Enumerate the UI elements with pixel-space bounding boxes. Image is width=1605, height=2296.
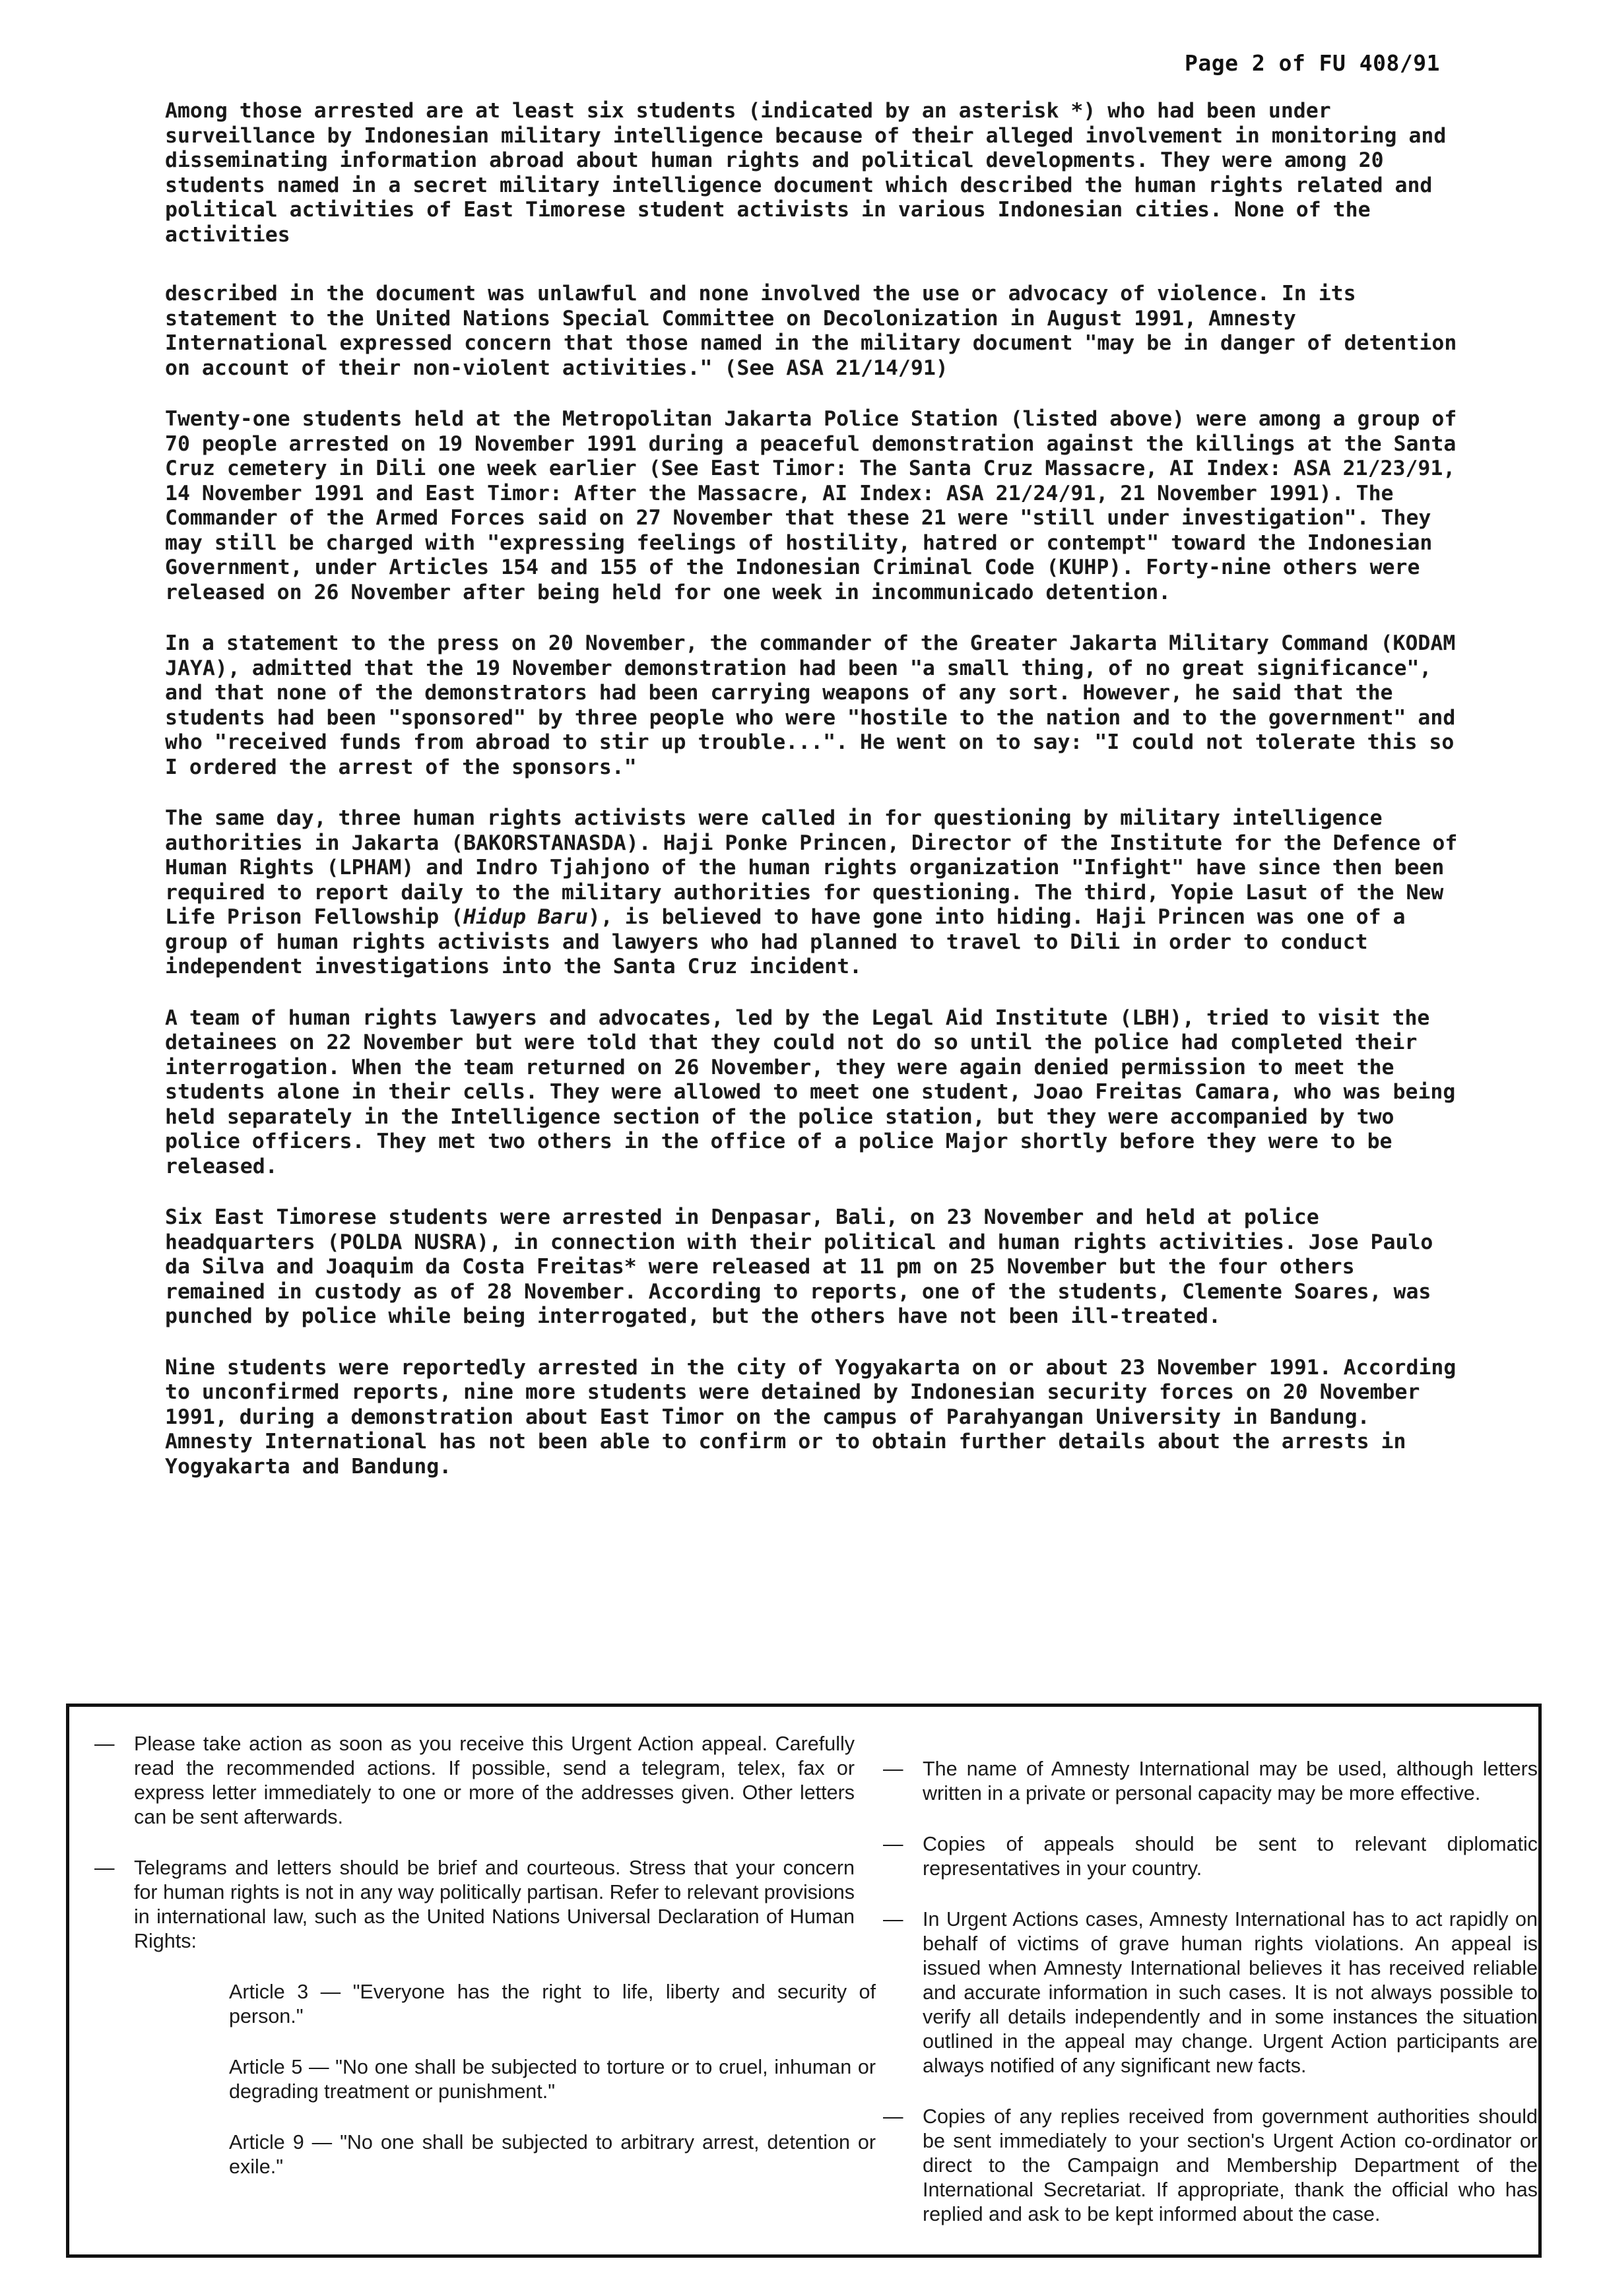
paragraph-surveillance: Among those arrested are at least six students (indicated by an asterisk *) who had been under surveillance by Indonesian military intelligence because of their alleged involvement in monitoring and disseminating information abroad about human rights and political developments. They were among 20 students named in a secret military intelligence document which described the human rights related and political activities of East Timorese student activists in various Indonesian cities. None of the activities	[165, 99, 1447, 247]
dash-bullet: —	[883, 1758, 903, 1780]
fellowship-name-italic: Hidup Baru	[463, 905, 588, 929]
paragraph-yogyakarta-bandung: Nine students were reportedly arrested in the city of Yogyakarta on or about 23 November 1991. According to unconfirmed reports, nine more students were detained by Indonesian security forces on 20 November 1991, during a demonstration about East Timor on the campus of Parahyangan University in Bandung. Amnesty International has not been able to confirm or to obtain further details about the arrests in Yogyakarta and Bandung.	[165, 1355, 1457, 1479]
udhr-article-9: Article 9 — "No one shall be subjected to arbitrary arrest, detention or exile."	[229, 2131, 876, 2178]
guidelines-right-column	[878, 1757, 1538, 2253]
guideline-text: Copies of any replies received from government authorities should be sent immediately to your section's Urgent Action co-ordinator or direct to the Campaign and Membership Department of the International Secretariat. If appropriate, thank the official who has replied and ask to be kept informed about the case.	[923, 2105, 1538, 2225]
dash-bullet: —	[883, 2105, 903, 2128]
page-reference: Page 2 of FU 408/91	[1185, 50, 1440, 76]
udhr-article-5: Article 5 — "No one shall be subjected to torture or to cruel, inhuman or degrading treatment or punishment."	[229, 2056, 876, 2103]
guideline-text: Please take action as soon as you receive this Urgent Action appeal. Carefully read the recommended actions. If possible, send a telegram, telex, fax or express letter immediately to one or more of the addresses given. Other letters can be sent afterwards.	[134, 1733, 855, 1828]
guideline-text: In Urgent Actions cases, Amnesty International has to act rapidly on behalf of victims of grave human rights violations. An appeal is issued when Amnesty International believes it has received reliable and accurate information in such cases. It is not always possible to verify all details independently and in some instances the situation outlined in the appeal may change. Urgent Action participants are always notified of any significant new facts.	[923, 1908, 1538, 2077]
paragraph-document-description: described in the document was unlawful and none involved the use or advocacy of violence. In its statement to the United Nations Special Committee on Decolonization in August 1991, Amnesty International expressed concern that those named in the military document "may be in danger of detention on account of their non-violent activities." (See ASA 21/14/91)	[165, 282, 1457, 380]
paragraph-kodam-statement: In a statement to the press on 20 November, the commander of the Greater Jakarta Military Command (KODAM JAYA), admitted that the 19 November demonstration had been "a small thing, of no great significance", and that none of the demonstrators had been carrying weapons of any sort. However, he said that the students had been "sponsored" by three people who were "hostile to the nation and to the government" and who "received funds from abroad to stir up trouble...". He went on to say: "I could not tolerate this so I ordered the arrest of the sponsors."	[165, 631, 1456, 779]
guideline-item	[878, 1907, 1538, 2078]
document-body	[165, 99, 1458, 1506]
guideline-item	[89, 1856, 855, 1954]
urgent-action-guidelines-box	[66, 1704, 1542, 2258]
paragraph-activists-questioned: The same day, three human rights activists were called in for questioning by military intelligence authorities in Jakarta (BAKORSTANASDA). Haji Ponke Princen, Director of the Institute for the Defence of Human Rights (LPHAM) and Indro Tjahjono of the human rights organization "Infight" have since then been required to report daily to the military authorities for questioning. The third, Yopie Lasut of the New Life Prison Fellowship (Hidup Baru), is believed to have gone into hiding. Haji Princen was one of a group of human rights activists and lawyers who had planned to travel to Dili in order to conduct independent investigations into the Santa Cruz incident.	[165, 806, 1458, 978]
dash-bullet: —	[883, 1833, 903, 1855]
dash-bullet: —	[883, 1908, 903, 1930]
paragraph-lawyers-visit: A team of human rights lawyers and advocates, led by the Legal Aid Institute (LBH), tried to visit the detainees on 22 November but were told that they could not do so until the police had completed their interrogation. When the team returned on 26 November, they were again denied permission to meet the students alone in their cells. They were allowed to meet one student, Joao Freitas Camara, who was being held separately in the Intelligence section of the police station, but they were accompanied by two police officers. They met two others in the office of a police Major shortly before they were to be released.	[165, 1005, 1456, 1178]
guideline-item	[89, 1732, 855, 1830]
dash-bullet: —	[94, 1733, 115, 1755]
guideline-item	[878, 1832, 1538, 1881]
paragraph-denpasar-arrests: Six East Timorese students were arrested in Denpasar, Bali, on 23 November and held at police headquarters (POLDA NUSRA), in connection with their political and human rights activities. Jose Paulo da Silva and Joaquim da Costa Freitas* were released at 11 pm on 25 November but the four others remained in custody as of 28 November. According to reports, one of the students, Clemente Soares, was punched by police while being interrogated, but the others have not been ill-treated.	[165, 1205, 1433, 1328]
guideline-text: Copies of appeals should be sent to relevant diplomatic representatives in your country.	[923, 1833, 1538, 1880]
guideline-text: The name of Amnesty International may be used, although letters written in a private or personal capacity may be more effective.	[923, 1758, 1538, 1804]
dash-bullet: —	[94, 1857, 115, 1879]
guideline-text: Telegrams and letters should be brief and courteous. Stress that your concern for human rights is not in any way politically partisan. Refer to relevant provisions in international law, such as the United Nations Universal Declaration of Human Rights:	[134, 1857, 855, 1952]
guideline-item	[878, 1757, 1538, 1806]
guidelines-left-column	[89, 1732, 876, 2206]
paragraph-jakarta-arrests: Twenty-one students held at the Metropolitan Jakarta Police Station (listed above) were among a group of 70 people arrested on 19 November 1991 during a peaceful demonstration against the killings at the Santa Cruz cemetery in Dili one week earlier (See East Timor: The Santa Cruz Massacre, AI Index: ASA 21/23/91, 14 November 1991 and East Timor: After the Massacre, AI Index: ASA 21/24/91, 21 November 1991). The Commander of the Armed Forces said on 27 November that these 21 were "still under investigation". They may still be charged with "expressing feelings of hostility, hatred or contempt" toward the Indonesian Government, under Articles 154 and 155 of the Indonesian Criminal Code (KUHP). Forty-nine others were released on 26 November after being held for one week in incommunicado detention.	[165, 407, 1457, 604]
guideline-item	[878, 2105, 1538, 2227]
udhr-article-3: Article 3 — "Everyone has the right to life, liberty and security of person."	[229, 1981, 876, 2027]
